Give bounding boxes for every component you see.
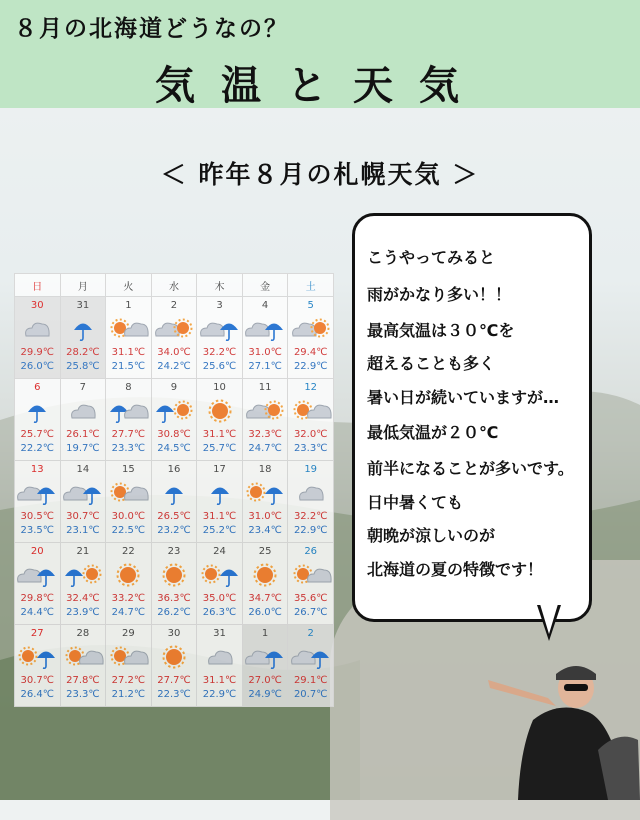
bubble-line: 前半になることが多いです。 xyxy=(367,459,574,478)
day-number: 22 xyxy=(122,546,135,557)
sun-weather-icon xyxy=(106,560,151,590)
low-temp: 26.3℃ xyxy=(202,607,237,618)
high-temp: 35.6℃ xyxy=(293,593,328,604)
low-temp: 20.7℃ xyxy=(293,689,328,700)
sun-cloud-weather-icon xyxy=(106,642,151,672)
low-temp: 25.6℃ xyxy=(202,361,237,372)
day-number: 12 xyxy=(304,382,318,393)
day-number: 1 xyxy=(125,300,132,311)
weekday-tue: 火 xyxy=(106,274,152,297)
high-temp: 27.7℃ xyxy=(157,675,191,686)
weekday-mon: 月 xyxy=(60,274,106,297)
day-number: 28 xyxy=(76,628,90,639)
calendar-day-cell xyxy=(242,379,288,461)
high-temp: 25.7℃ xyxy=(20,429,55,440)
low-temp: 23.3℃ xyxy=(293,443,328,454)
calendar-day-cell xyxy=(288,379,334,461)
low-temp: 22.9℃ xyxy=(202,689,237,700)
low-temp: 24.7℃ xyxy=(111,607,146,618)
calendar-day-cell xyxy=(242,461,288,543)
calendar-day-cell xyxy=(197,461,243,543)
low-temp: 19.7℃ xyxy=(66,443,100,454)
high-temp: 31.1℃ xyxy=(111,347,146,358)
day-number: 5 xyxy=(307,300,314,311)
day-number: 31 xyxy=(76,300,90,311)
calendar-day-cell xyxy=(288,625,334,707)
low-temp: 23.4℃ xyxy=(248,525,282,536)
high-temp: 29.4℃ xyxy=(293,347,328,358)
weekday-sat: 土 xyxy=(288,274,334,297)
day-number: 16 xyxy=(167,464,181,475)
calendar-day-cell xyxy=(197,297,243,379)
bubble-line: 超えることも多く xyxy=(367,354,496,373)
calendar-day-cell xyxy=(197,543,243,625)
low-temp: 23.1℃ xyxy=(66,525,100,536)
umbrella-weather-icon xyxy=(197,478,242,508)
high-temp: 32.3℃ xyxy=(248,429,282,440)
high-temp: 31.1℃ xyxy=(202,429,237,440)
calendar-day-cell xyxy=(106,625,152,707)
high-temp: 28.2℃ xyxy=(66,347,100,358)
sun-cloud-weather-icon xyxy=(61,642,106,672)
sun-weather-icon xyxy=(243,560,288,590)
umbrella-weather-icon xyxy=(152,478,197,508)
day-number: 18 xyxy=(258,464,272,475)
high-temp: 26.1℃ xyxy=(66,429,100,440)
sun-cloud-weather-icon xyxy=(288,560,333,590)
day-number: 2 xyxy=(170,300,178,311)
calendar-day-cell xyxy=(60,297,106,379)
umbrella-weather-icon xyxy=(15,396,60,426)
sun-umbrella-weather-icon xyxy=(15,642,60,672)
day-number: 30 xyxy=(30,300,44,311)
day-number: 29 xyxy=(122,628,135,639)
calendar-day-cell xyxy=(15,543,61,625)
bubble-line: 北海道の夏の特徴です！ xyxy=(367,560,544,579)
bubble-line: 最高気温は３０℃を xyxy=(367,321,515,340)
calendar-week-row xyxy=(15,625,334,707)
low-temp: 22.9℃ xyxy=(293,361,328,372)
sun-umbrella-weather-icon xyxy=(243,478,288,508)
day-number: 19 xyxy=(304,464,318,475)
calendar-day-cell xyxy=(106,297,152,379)
cloud-umbrella-weather-icon xyxy=(243,314,288,344)
low-temp: 24.2℃ xyxy=(157,361,191,372)
day-number: 3 xyxy=(216,300,223,311)
low-temp: 22.2℃ xyxy=(20,443,55,454)
person-illustration xyxy=(478,660,640,800)
day-number: 30 xyxy=(167,628,181,639)
day-number: 4 xyxy=(261,300,269,311)
sun-weather-icon xyxy=(197,396,242,426)
high-temp: 32.4℃ xyxy=(66,593,100,604)
day-number: 25 xyxy=(258,546,272,557)
day-number: 8 xyxy=(125,382,132,393)
high-temp: 31.1℃ xyxy=(202,511,237,522)
high-temp: 30.5℃ xyxy=(20,511,55,522)
day-number: 11 xyxy=(258,382,272,393)
low-temp: 26.2℃ xyxy=(157,607,191,618)
calendar-day-cell xyxy=(106,543,152,625)
calendar-day-cell xyxy=(106,461,152,543)
high-temp: 30.7℃ xyxy=(20,675,55,686)
low-temp: 23.9℃ xyxy=(66,607,100,618)
high-temp: 30.8℃ xyxy=(157,429,191,440)
high-temp: 27.7℃ xyxy=(111,429,146,440)
day-number: 27 xyxy=(30,628,44,639)
low-temp: 22.9℃ xyxy=(293,525,328,536)
speech-bubble-tail-fill xyxy=(540,604,558,634)
calendar-day-cell xyxy=(60,461,106,543)
day-number: 7 xyxy=(79,382,87,393)
calendar-day-cell xyxy=(288,297,334,379)
bubble-line: 日中暑くても xyxy=(367,493,464,512)
sun-weather-icon xyxy=(152,642,197,672)
low-temp: 24.4℃ xyxy=(20,607,55,618)
high-temp: 32.0℃ xyxy=(293,429,328,440)
weekday-wed: 水 xyxy=(151,274,197,297)
umbrella-sun-weather-icon xyxy=(152,396,197,426)
calendar-day-cell xyxy=(242,297,288,379)
day-number: 9 xyxy=(170,382,178,393)
low-temp: 26.7℃ xyxy=(293,607,328,618)
low-temp: 25.2℃ xyxy=(202,525,237,536)
calendar-day-cell xyxy=(288,461,334,543)
bubble-line: こうやってみると xyxy=(367,248,496,267)
header-title: 気温と天気 xyxy=(155,63,485,109)
calendar-day-cell xyxy=(106,379,152,461)
cloud-sun-weather-icon xyxy=(288,314,333,344)
day-number: 13 xyxy=(30,464,44,475)
cloudy-weather-icon xyxy=(15,314,60,344)
high-temp: 30.7℃ xyxy=(66,511,100,522)
umbrella-sun-weather-icon xyxy=(61,560,106,590)
calendar-week-row xyxy=(15,543,334,625)
calendar-day-cell xyxy=(151,297,197,379)
cloudy-weather-icon xyxy=(61,396,106,426)
high-temp: 32.2℃ xyxy=(202,347,237,358)
calendar-week-row xyxy=(15,297,334,379)
low-temp: 24.7℃ xyxy=(248,443,282,454)
low-temp: 24.5℃ xyxy=(157,443,191,454)
sun-cloud-weather-icon xyxy=(106,314,151,344)
umbrella-cloud-weather-icon xyxy=(106,396,151,426)
calendar-day-cell xyxy=(60,543,106,625)
day-number: 21 xyxy=(76,546,90,557)
bubble-line: 最低気温が２０℃ xyxy=(367,423,499,442)
high-temp: 31.0℃ xyxy=(248,347,282,358)
day-number: 14 xyxy=(76,464,90,475)
low-temp: 26.0℃ xyxy=(20,361,55,372)
calendar-week-row xyxy=(15,461,334,543)
umbrella-weather-icon xyxy=(61,314,106,344)
low-temp: 25.7℃ xyxy=(202,443,237,454)
high-temp: 36.3℃ xyxy=(157,593,191,604)
high-temp: 35.0℃ xyxy=(202,593,237,604)
calendar-day-cell xyxy=(15,625,61,707)
weekday-header-row xyxy=(15,274,334,297)
cloud-umbrella-weather-icon xyxy=(15,560,60,590)
day-number: 31 xyxy=(213,628,226,639)
low-temp: 23.2℃ xyxy=(157,525,191,536)
cloud-sun-weather-icon xyxy=(152,314,197,344)
cloud-umbrella-weather-icon xyxy=(243,642,288,672)
calendar-day-cell xyxy=(151,543,197,625)
high-temp: 31.1℃ xyxy=(202,675,237,686)
weekday-thu: 木 xyxy=(197,274,243,297)
high-temp: 34.7℃ xyxy=(248,593,282,604)
calendar-day-cell xyxy=(15,379,61,461)
bubble-line: 朝晩が涼しいのが xyxy=(367,526,496,545)
low-temp: 21.5℃ xyxy=(111,361,146,372)
calendar-day-cell xyxy=(60,625,106,707)
calendar-body xyxy=(15,297,334,707)
calendar-day-cell xyxy=(151,625,197,707)
high-temp: 29.1℃ xyxy=(293,675,328,686)
calendar-day-cell xyxy=(60,379,106,461)
weekday-fri: 金 xyxy=(242,274,288,297)
bubble-line: 暑い日が続いていますが… xyxy=(367,388,560,407)
cloud-umbrella-weather-icon xyxy=(197,314,242,344)
low-temp: 22.5℃ xyxy=(111,525,146,536)
weather-calendar xyxy=(14,273,334,707)
low-temp: 23.5℃ xyxy=(20,525,55,536)
calendar-day-cell xyxy=(288,543,334,625)
cloud-umbrella-weather-icon xyxy=(15,478,60,508)
day-number: 26 xyxy=(304,546,318,557)
calendar-day-cell xyxy=(242,625,288,707)
high-temp: 27.2℃ xyxy=(111,675,146,686)
day-number: 20 xyxy=(30,546,44,557)
high-temp: 33.2℃ xyxy=(111,593,146,604)
high-temp: 29.8℃ xyxy=(20,593,55,604)
high-temp: 34.0℃ xyxy=(157,347,191,358)
cloudy-weather-icon xyxy=(197,642,242,672)
header-subtitle: ８月の北海道どうなの？ xyxy=(14,16,289,42)
high-temp: 31.0℃ xyxy=(248,511,282,522)
day-number: 23 xyxy=(167,546,181,557)
low-temp: 23.3℃ xyxy=(66,689,100,700)
day-number: 17 xyxy=(213,464,226,475)
calendar-day-cell xyxy=(151,461,197,543)
calendar-day-cell xyxy=(197,625,243,707)
header-banner xyxy=(0,0,640,108)
day-number: 24 xyxy=(213,546,226,557)
high-temp: 26.5℃ xyxy=(157,511,191,522)
day-number: 10 xyxy=(213,382,226,393)
cloudy-weather-icon xyxy=(288,478,333,508)
low-temp: 26.0℃ xyxy=(248,607,282,618)
calendar-day-cell xyxy=(15,297,61,379)
high-temp: 27.8℃ xyxy=(66,675,100,686)
high-temp: 30.0℃ xyxy=(111,511,146,522)
calendar-day-cell xyxy=(242,543,288,625)
sun-cloud-weather-icon xyxy=(288,396,333,426)
day-number: 2 xyxy=(307,628,314,639)
low-temp: 23.3℃ xyxy=(111,443,146,454)
weekday-sun: 日 xyxy=(15,274,61,297)
calendar-day-cell xyxy=(197,379,243,461)
cloud-umbrella-weather-icon xyxy=(61,478,106,508)
calendar-day-cell xyxy=(151,379,197,461)
high-temp: 32.2℃ xyxy=(293,511,328,522)
section-title: ＜ 昨年８月の札幌天気 ＞ xyxy=(160,160,480,189)
cloud-sun-weather-icon xyxy=(243,396,288,426)
low-temp: 21.2℃ xyxy=(111,689,146,700)
low-temp: 26.4℃ xyxy=(20,689,55,700)
high-temp: 27.0℃ xyxy=(248,675,282,686)
low-temp: 25.8℃ xyxy=(66,361,100,372)
low-temp: 24.9℃ xyxy=(248,689,282,700)
low-temp: 22.3℃ xyxy=(157,689,191,700)
calendar-week-row xyxy=(15,379,334,461)
bubble-line: 雨がかなり多い！！ xyxy=(367,285,512,304)
sun-umbrella-weather-icon xyxy=(197,560,242,590)
cloud-umbrella-weather-icon xyxy=(288,642,333,672)
day-number: 6 xyxy=(34,382,41,393)
calendar-day-cell xyxy=(15,461,61,543)
day-number: 15 xyxy=(122,464,135,475)
day-number: 1 xyxy=(261,628,269,639)
sun-cloud-weather-icon xyxy=(106,478,151,508)
high-temp: 29.9℃ xyxy=(20,347,55,358)
low-temp: 27.1℃ xyxy=(248,361,282,372)
sun-weather-icon xyxy=(152,560,197,590)
